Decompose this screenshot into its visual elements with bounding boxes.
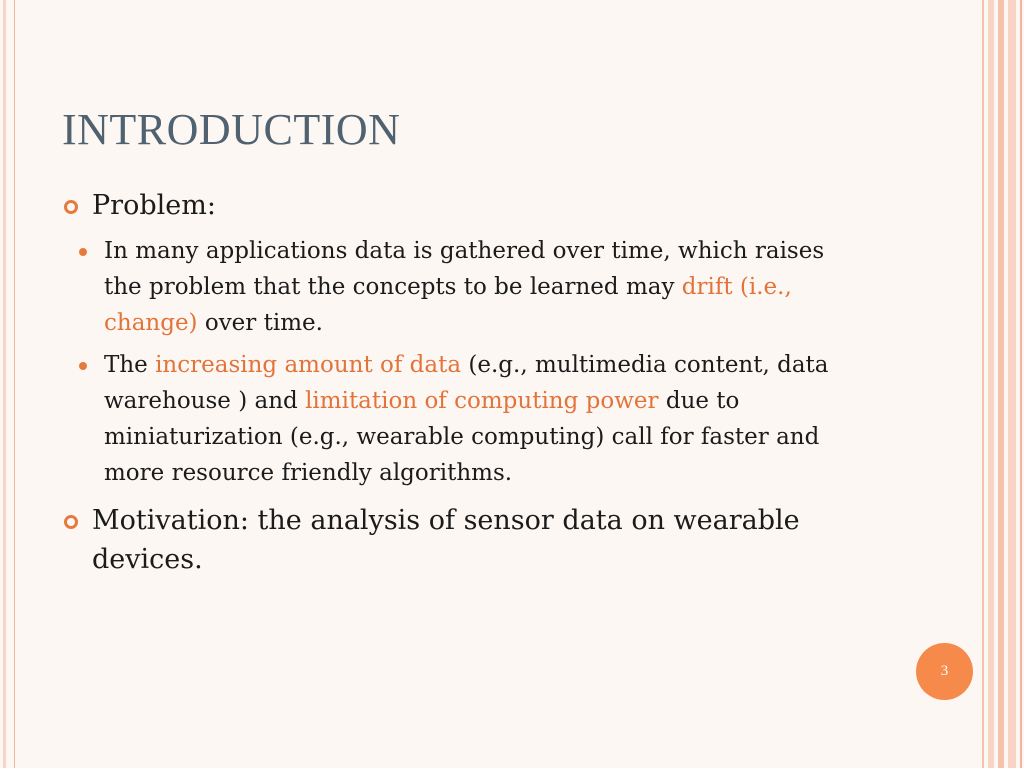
left-frame-border [0,0,15,768]
bullet-motivation [62,501,842,579]
hollow-circle-icon [64,515,78,529]
sub-bullet-text: The [104,352,156,378]
slide-content [62,186,842,587]
highlight-computing-power: limitation of computing power [305,388,659,414]
highlight-amount-of-data: increasing amount of data [155,352,462,378]
frame-band [988,0,994,768]
sub-bullet-text: In many applications data is gathered over time, which raises the problem that the concepts to be learned may [104,238,825,300]
frame-band [1020,0,1022,768]
slide-title: INTRODUCTION [62,105,401,154]
frame-band [998,0,1004,768]
filled-dot-icon [79,248,87,256]
filled-dot-icon [79,362,87,370]
sub-bullet-drift [62,233,842,341]
highlight-drift: drift (i.e., change) [104,274,792,336]
sub-bullet-text: due to miniaturization (e.g., wearable computing) call for faster and more resource friendly algorithms. [104,388,820,486]
bullet-label: Problem: [92,190,216,221]
page-number: 3 [940,663,949,679]
page-number-badge [916,643,973,700]
bullet-problem [62,186,842,225]
frame-band [1008,0,1016,768]
right-frame-bands [976,0,1024,768]
sub-bullet-text: (e.g., multimedia content, data warehouse ) and [104,352,829,414]
hollow-circle-icon [64,200,78,214]
sub-bullet-text: over time. [197,310,323,336]
sub-bullet-list [62,233,842,491]
bullet-label: Motivation: the analysis of sensor data on wearable devices. [92,505,800,575]
frame-band [982,0,984,768]
sub-bullet-data-growth [62,347,842,491]
